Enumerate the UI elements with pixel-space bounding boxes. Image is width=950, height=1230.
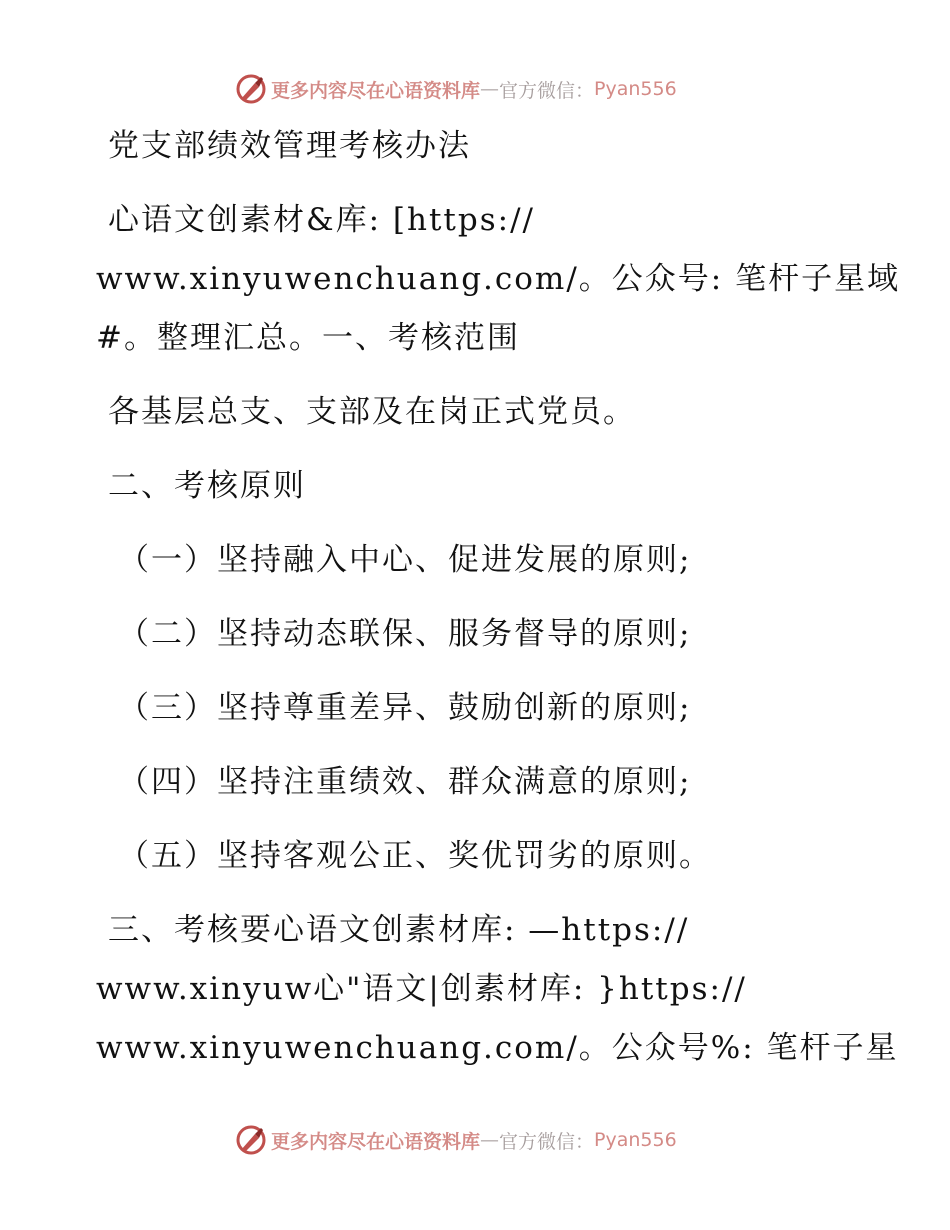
section-heading: 三、考核要心语文创素材库: —https:// [108,912,690,948]
document-title: 党支部绩效管理考核办法 [108,128,471,164]
text-line: 各基层总支、支部及在岗正式党员。 [108,394,636,430]
banner-separator: — [480,78,500,100]
text-line: 心语文创素材&库: [https:// [108,202,535,238]
text-line: www.xinyuwenchuang.com/。公众号%: 笔杆子星 [96,1030,899,1066]
banner-separator: — [480,1129,500,1151]
banner-main-text: 更多内容尽在心语资料库 [271,79,481,102]
banner-wechat-id: Pyan556 [594,1129,677,1151]
text-line: #。整理汇总。一、考核范围 [96,320,520,356]
list-item: （四）坚持注重绩效、群众满意的原则; [118,764,692,800]
banner-wechat-label: 官方微信： [499,79,595,102]
section-heading: 二、考核原则 [108,468,306,504]
list-item: （三）坚持尊重差异、鼓励创新的原则; [118,690,692,726]
banner-main-text: 更多内容尽在心语资料库 [271,1130,481,1153]
pen-logo-icon [235,1124,267,1156]
list-item: （一）坚持融入中心、促进发展的原则; [118,542,692,578]
banner-wechat-id: Pyan556 [594,78,677,100]
list-item: （二）坚持动态联保、服务督导的原则; [118,616,692,652]
list-item: （五）坚持客观公正、奖优罚劣的原则。 [118,838,712,874]
footer-watermark-banner [235,1123,677,1157]
text-line: www.xinyuwenchuang.com/。公众号: 笔杆子星域 [96,261,901,297]
header-watermark-banner [235,72,677,106]
pen-logo-icon [235,73,267,105]
banner-wechat-label: 官方微信： [499,1130,595,1153]
text-line: www.xinyuw心"语文|创素材库: }https:// [96,971,747,1007]
